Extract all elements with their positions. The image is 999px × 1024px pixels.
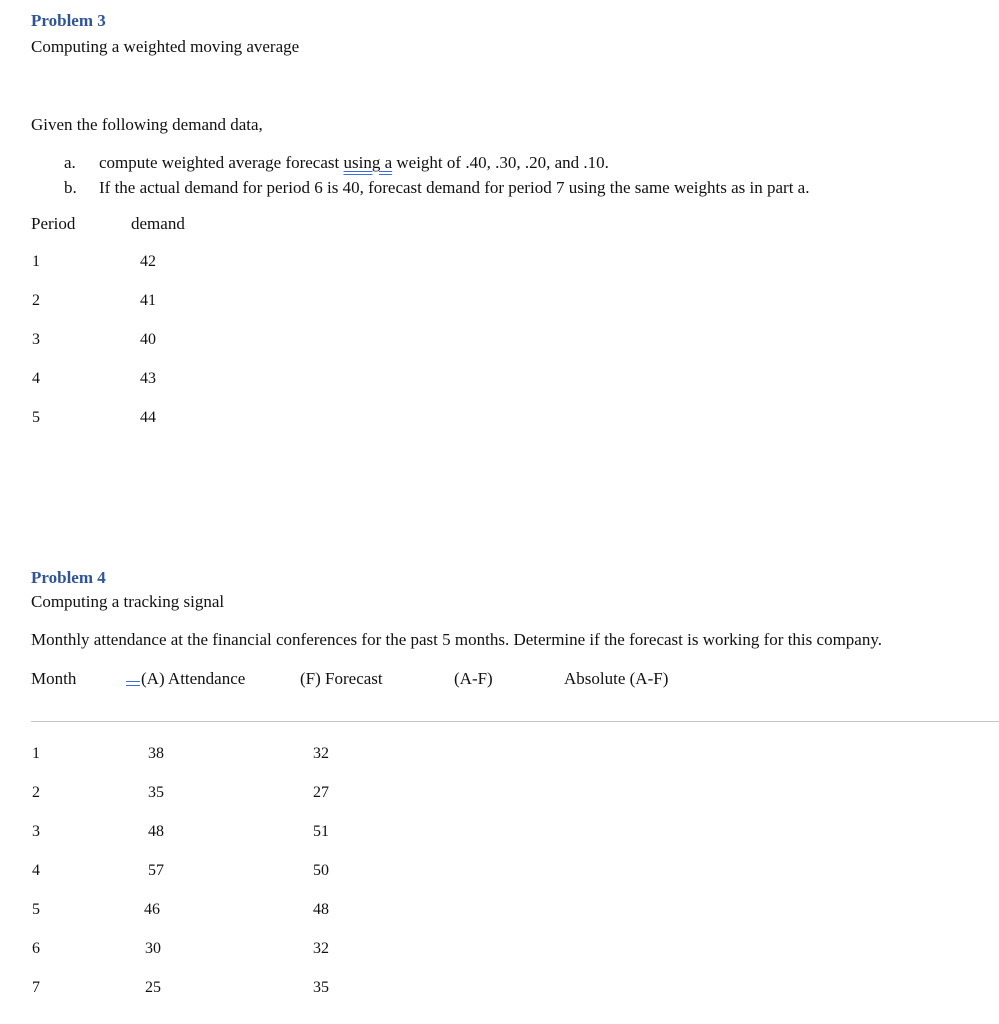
- spellcheck-mark[interactable]: [126, 681, 140, 686]
- period-column-header: Period: [31, 214, 76, 233]
- problem-4-subtitle: Computing a tracking signal: [31, 592, 225, 611]
- forecast-cell: 27: [313, 784, 329, 801]
- period-cell: 4: [32, 370, 40, 387]
- forecast-column-header: (F) Forecast: [300, 669, 383, 688]
- demand-cell: 42: [140, 253, 156, 270]
- demand-cell: 40: [140, 331, 156, 348]
- error-column-header: (A-F): [454, 669, 493, 688]
- month-cell: 5: [32, 901, 40, 918]
- month-cell: 7: [32, 979, 40, 996]
- problem-3-subtitle: Computing a weighted moving average: [31, 37, 300, 56]
- forecast-cell: 50: [313, 862, 329, 879]
- spellcheck-underline[interactable]: using a: [343, 153, 393, 172]
- period-cell: 5: [32, 409, 40, 426]
- item-b-marker: b.: [64, 178, 77, 197]
- forecast-cell: 35: [313, 979, 329, 996]
- problem-3-heading: Problem 3: [31, 11, 106, 30]
- attendance-cell: 25: [145, 979, 161, 996]
- header-divider: [31, 721, 999, 722]
- period-cell: 1: [32, 253, 40, 270]
- forecast-cell: 51: [313, 823, 329, 840]
- demand-cell: 43: [140, 370, 156, 387]
- demand-column-header: demand: [131, 214, 185, 233]
- month-cell: 1: [32, 745, 40, 762]
- month-cell: 2: [32, 784, 40, 801]
- month-column-header: Month: [31, 669, 77, 688]
- demand-cell: 41: [140, 292, 156, 309]
- attendance-cell: 57: [148, 862, 164, 879]
- absolute-error-column-header: Absolute (A-F): [564, 669, 669, 688]
- problem-3-intro: Given the following demand data,: [31, 115, 263, 134]
- period-cell: 3: [32, 331, 40, 348]
- demand-cell: 44: [140, 409, 156, 426]
- attendance-cell: 48: [148, 823, 164, 840]
- problem-4-heading: Problem 4: [31, 568, 106, 587]
- item-b-text: If the actual demand for period 6 is 40, forecast demand for period 7 using the same weights as in part a.: [99, 178, 810, 197]
- forecast-cell: 32: [313, 940, 329, 957]
- attendance-cell: 35: [148, 784, 164, 801]
- problem-4-intro: Monthly attendance at the financial conferences for the past 5 months. Determine if the forecast is working for this company.: [31, 630, 882, 649]
- attendance-cell: 38: [148, 745, 164, 762]
- item-a-marker: a.: [64, 153, 76, 172]
- month-cell: 6: [32, 940, 40, 957]
- period-cell: 2: [32, 292, 40, 309]
- item-a-text: compute weighted average forecast using a weight of .40, .30, .20, and .10.: [99, 153, 609, 172]
- attendance-cell: 30: [145, 940, 161, 957]
- month-cell: 3: [32, 823, 40, 840]
- month-cell: 4: [32, 862, 40, 879]
- forecast-cell: 32: [313, 745, 329, 762]
- attendance-column-header: (A) Attendance: [126, 670, 245, 687]
- forecast-cell: 48: [313, 901, 329, 918]
- attendance-cell: 46: [144, 901, 160, 918]
